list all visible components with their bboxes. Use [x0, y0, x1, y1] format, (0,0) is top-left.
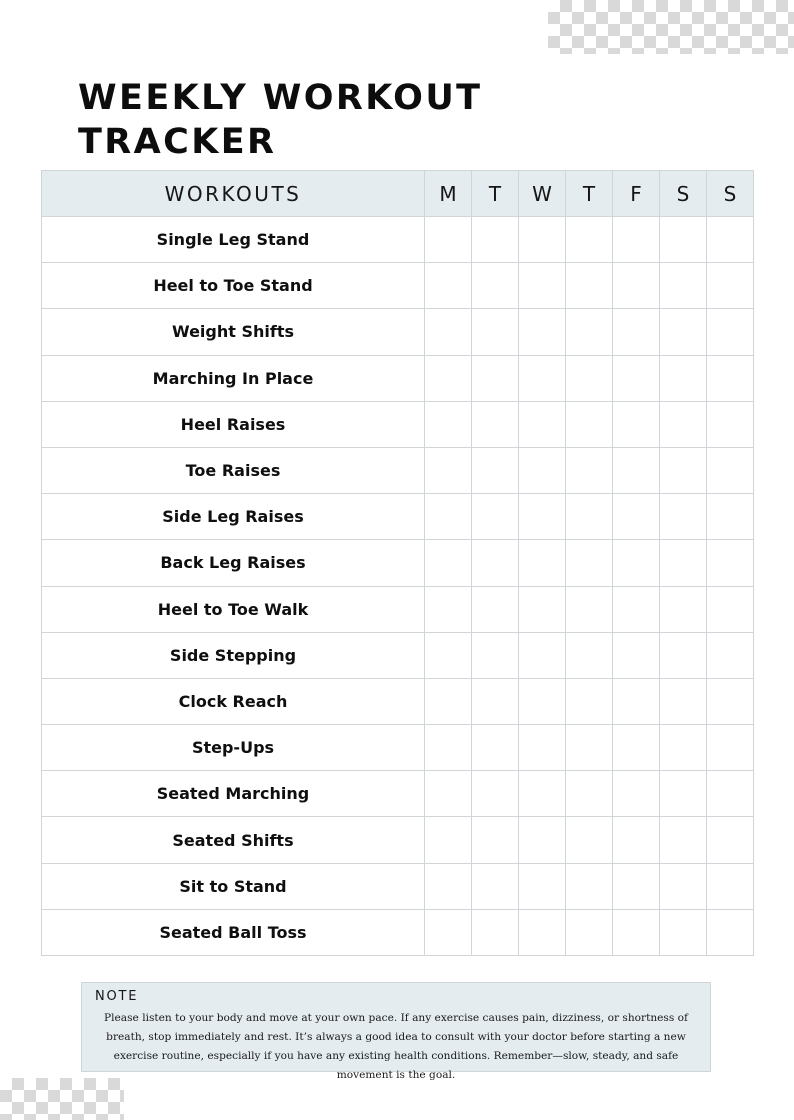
checkbox-cell-wednesday[interactable] — [519, 771, 566, 817]
checkbox-cell-monday[interactable] — [425, 540, 472, 586]
checkbox-cell-friday[interactable] — [613, 771, 660, 817]
workout-name: Marching In Place — [42, 355, 425, 401]
checkbox-cell-thursday[interactable] — [566, 263, 613, 309]
table-row — [42, 909, 754, 955]
checkbox-cell-tuesday[interactable] — [472, 586, 519, 632]
checkbox-cell-monday[interactable] — [425, 586, 472, 632]
table-row — [42, 401, 754, 447]
workout-name: Back Leg Raises — [42, 540, 425, 586]
checkbox-cell-sunday[interactable] — [707, 678, 754, 724]
table-row — [42, 586, 754, 632]
table-row — [42, 632, 754, 678]
workout-name: Heel to Toe Walk — [42, 586, 425, 632]
workout-name: Side Leg Raises — [42, 494, 425, 540]
table-row — [42, 355, 754, 401]
checkbox-cell-monday[interactable] — [425, 725, 472, 771]
day-header-monday: M — [425, 171, 472, 217]
checkbox-cell-monday[interactable] — [425, 494, 472, 540]
workout-name: Seated Marching — [42, 771, 425, 817]
checkbox-cell-friday[interactable] — [613, 632, 660, 678]
checkbox-cell-saturday[interactable] — [660, 909, 707, 955]
checkbox-cell-thursday[interactable] — [566, 632, 613, 678]
checkbox-cell-tuesday[interactable] — [472, 771, 519, 817]
workout-name: Seated Shifts — [42, 817, 425, 863]
workout-name: Weight Shifts — [42, 309, 425, 355]
workout-tracker-table — [41, 170, 754, 956]
checkbox-cell-thursday[interactable] — [566, 863, 613, 909]
checkbox-cell-sunday[interactable] — [707, 586, 754, 632]
checkbox-cell-sunday[interactable] — [707, 863, 754, 909]
checkbox-cell-friday[interactable] — [613, 447, 660, 493]
checkbox-cell-wednesday[interactable] — [519, 217, 566, 263]
checkbox-cell-monday[interactable] — [425, 632, 472, 678]
checkbox-cell-friday[interactable] — [613, 817, 660, 863]
checkbox-cell-saturday[interactable] — [660, 540, 707, 586]
table-row — [42, 540, 754, 586]
table-row — [42, 309, 754, 355]
checkbox-cell-wednesday[interactable] — [519, 909, 566, 955]
checkbox-cell-monday[interactable] — [425, 217, 472, 263]
checkbox-cell-wednesday[interactable] — [519, 540, 566, 586]
checkbox-cell-saturday[interactable] — [660, 217, 707, 263]
workout-name: Clock Reach — [42, 678, 425, 724]
checkbox-cell-tuesday[interactable] — [472, 632, 519, 678]
checkbox-cell-friday[interactable] — [613, 863, 660, 909]
checkbox-cell-thursday[interactable] — [566, 678, 613, 724]
checkbox-cell-tuesday[interactable] — [472, 909, 519, 955]
checkbox-cell-thursday[interactable] — [566, 217, 613, 263]
checkbox-cell-tuesday[interactable] — [472, 217, 519, 263]
checkbox-cell-saturday[interactable] — [660, 309, 707, 355]
checkbox-cell-tuesday[interactable] — [472, 494, 519, 540]
checkbox-cell-wednesday[interactable] — [519, 447, 566, 493]
checkbox-cell-tuesday[interactable] — [472, 725, 519, 771]
checkbox-cell-friday[interactable] — [613, 494, 660, 540]
checkbox-cell-thursday[interactable] — [566, 447, 613, 493]
checkbox-cell-wednesday[interactable] — [519, 863, 566, 909]
workouts-column-header: WORKOUTS — [42, 171, 425, 217]
checkbox-cell-monday[interactable] — [425, 309, 472, 355]
checkbox-cell-friday[interactable] — [613, 540, 660, 586]
checkbox-cell-monday[interactable] — [425, 817, 472, 863]
checkbox-cell-saturday[interactable] — [660, 771, 707, 817]
checkbox-cell-saturday[interactable] — [660, 401, 707, 447]
table-row — [42, 771, 754, 817]
table-row — [42, 817, 754, 863]
checkbox-cell-wednesday[interactable] — [519, 355, 566, 401]
table-row — [42, 494, 754, 540]
table-row — [42, 263, 754, 309]
checkbox-cell-friday[interactable] — [613, 725, 660, 771]
checkbox-cell-sunday[interactable] — [707, 725, 754, 771]
checkbox-cell-friday[interactable] — [613, 909, 660, 955]
checkbox-cell-sunday[interactable] — [707, 263, 754, 309]
checkbox-cell-wednesday[interactable] — [519, 401, 566, 447]
table-row — [42, 217, 754, 263]
checkbox-cell-monday[interactable] — [425, 355, 472, 401]
checkbox-cell-wednesday[interactable] — [519, 309, 566, 355]
checkbox-cell-tuesday[interactable] — [472, 447, 519, 493]
checkbox-cell-friday[interactable] — [613, 217, 660, 263]
checkbox-cell-friday[interactable] — [613, 678, 660, 724]
day-header-sunday: S — [707, 171, 754, 217]
checkbox-cell-sunday[interactable] — [707, 401, 754, 447]
checkbox-cell-thursday[interactable] — [566, 540, 613, 586]
checkbox-cell-saturday[interactable] — [660, 678, 707, 724]
checkbox-cell-sunday[interactable] — [707, 817, 754, 863]
workout-name: Side Stepping — [42, 632, 425, 678]
checkbox-cell-thursday[interactable] — [566, 725, 613, 771]
workout-name: Step-Ups — [42, 725, 425, 771]
checkbox-cell-thursday[interactable] — [566, 309, 613, 355]
table-row — [42, 725, 754, 771]
checkbox-cell-wednesday[interactable] — [519, 263, 566, 309]
checkbox-cell-tuesday[interactable] — [472, 355, 519, 401]
header-row — [42, 171, 754, 217]
checkbox-cell-thursday[interactable] — [566, 586, 613, 632]
workout-name: Sit to Stand — [42, 863, 425, 909]
checkbox-cell-saturday[interactable] — [660, 494, 707, 540]
note-text: Please listen to your body and move at your own pace. If any exercise causes pain, dizziness, or shortness of breath, stop immediately and rest. It’s always a good idea to consult with your doctor before starting a new exercise routine, especially if you have any existing health conditions. Remember—slow, steady, and safe movement is the goal. — [104, 1012, 688, 1081]
checkbox-cell-thursday[interactable] — [566, 401, 613, 447]
checkbox-cell-sunday[interactable] — [707, 771, 754, 817]
checkbox-cell-tuesday[interactable] — [472, 678, 519, 724]
checkbox-cell-tuesday[interactable] — [472, 863, 519, 909]
checkbox-cell-tuesday[interactable] — [472, 401, 519, 447]
checkbox-cell-saturday[interactable] — [660, 632, 707, 678]
checkbox-cell-monday[interactable] — [425, 678, 472, 724]
day-header-thursday: T — [566, 171, 613, 217]
checkbox-cell-sunday[interactable] — [707, 632, 754, 678]
checkbox-cell-sunday[interactable] — [707, 217, 754, 263]
checkbox-cell-saturday[interactable] — [660, 355, 707, 401]
checkbox-cell-saturday[interactable] — [660, 863, 707, 909]
checkbox-cell-wednesday[interactable] — [519, 494, 566, 540]
note-box — [81, 982, 711, 1081]
checkbox-cell-monday[interactable] — [425, 447, 472, 493]
checkbox-cell-thursday[interactable] — [566, 771, 613, 817]
checkbox-cell-sunday[interactable] — [707, 355, 754, 401]
workout-name: Seated Ball Toss — [42, 909, 425, 955]
page-title: WEEKLY WORKOUT TRACKER — [78, 78, 483, 162]
checkbox-cell-tuesday[interactable] — [472, 540, 519, 586]
day-header-saturday: S — [660, 171, 707, 217]
checkbox-cell-monday[interactable] — [425, 863, 472, 909]
workout-name: Single Leg Stand — [42, 217, 425, 263]
checkbox-cell-tuesday[interactable] — [472, 309, 519, 355]
checkbox-cell-sunday[interactable] — [707, 447, 754, 493]
checkbox-cell-tuesday[interactable] — [472, 817, 519, 863]
checkbox-cell-wednesday[interactable] — [519, 632, 566, 678]
day-header-wednesday: W — [519, 171, 566, 217]
checkbox-cell-monday[interactable] — [425, 401, 472, 447]
table-row — [42, 447, 754, 493]
workout-name: Toe Raises — [42, 447, 425, 493]
checkbox-cell-saturday[interactable] — [660, 817, 707, 863]
day-header-friday: F — [613, 171, 660, 217]
checkbox-cell-friday[interactable] — [613, 309, 660, 355]
checkbox-cell-wednesday[interactable] — [519, 725, 566, 771]
checkbox-cell-monday[interactable] — [425, 771, 472, 817]
checkbox-cell-monday[interactable] — [425, 909, 472, 955]
note-title: NOTE — [95, 989, 139, 1004]
checkbox-cell-saturday[interactable] — [660, 586, 707, 632]
table-row — [42, 863, 754, 909]
checkbox-cell-wednesday[interactable] — [519, 678, 566, 724]
checkbox-cell-saturday[interactable] — [660, 263, 707, 309]
checker-pattern-top — [548, 0, 794, 54]
checkbox-cell-thursday[interactable] — [566, 909, 613, 955]
checkbox-cell-sunday[interactable] — [707, 309, 754, 355]
checkbox-cell-sunday[interactable] — [707, 909, 754, 955]
checkbox-cell-tuesday[interactable] — [472, 263, 519, 309]
workout-name: Heel to Toe Stand — [42, 263, 425, 309]
checkbox-cell-friday[interactable] — [613, 401, 660, 447]
checkbox-cell-wednesday[interactable] — [519, 817, 566, 863]
tracker-body — [42, 217, 754, 956]
checkbox-cell-sunday[interactable] — [707, 540, 754, 586]
checkbox-cell-monday[interactable] — [425, 263, 472, 309]
checkbox-cell-saturday[interactable] — [660, 447, 707, 493]
checkbox-cell-friday[interactable] — [613, 586, 660, 632]
table-row — [42, 678, 754, 724]
checkbox-cell-thursday[interactable] — [566, 817, 613, 863]
checkbox-cell-friday[interactable] — [613, 355, 660, 401]
checkbox-cell-friday[interactable] — [613, 263, 660, 309]
day-header-tuesday: T — [472, 171, 519, 217]
checkbox-cell-sunday[interactable] — [707, 494, 754, 540]
checkbox-cell-thursday[interactable] — [566, 494, 613, 540]
checkbox-cell-thursday[interactable] — [566, 355, 613, 401]
checkbox-cell-saturday[interactable] — [660, 725, 707, 771]
workout-name: Heel Raises — [42, 401, 425, 447]
checkbox-cell-wednesday[interactable] — [519, 586, 566, 632]
